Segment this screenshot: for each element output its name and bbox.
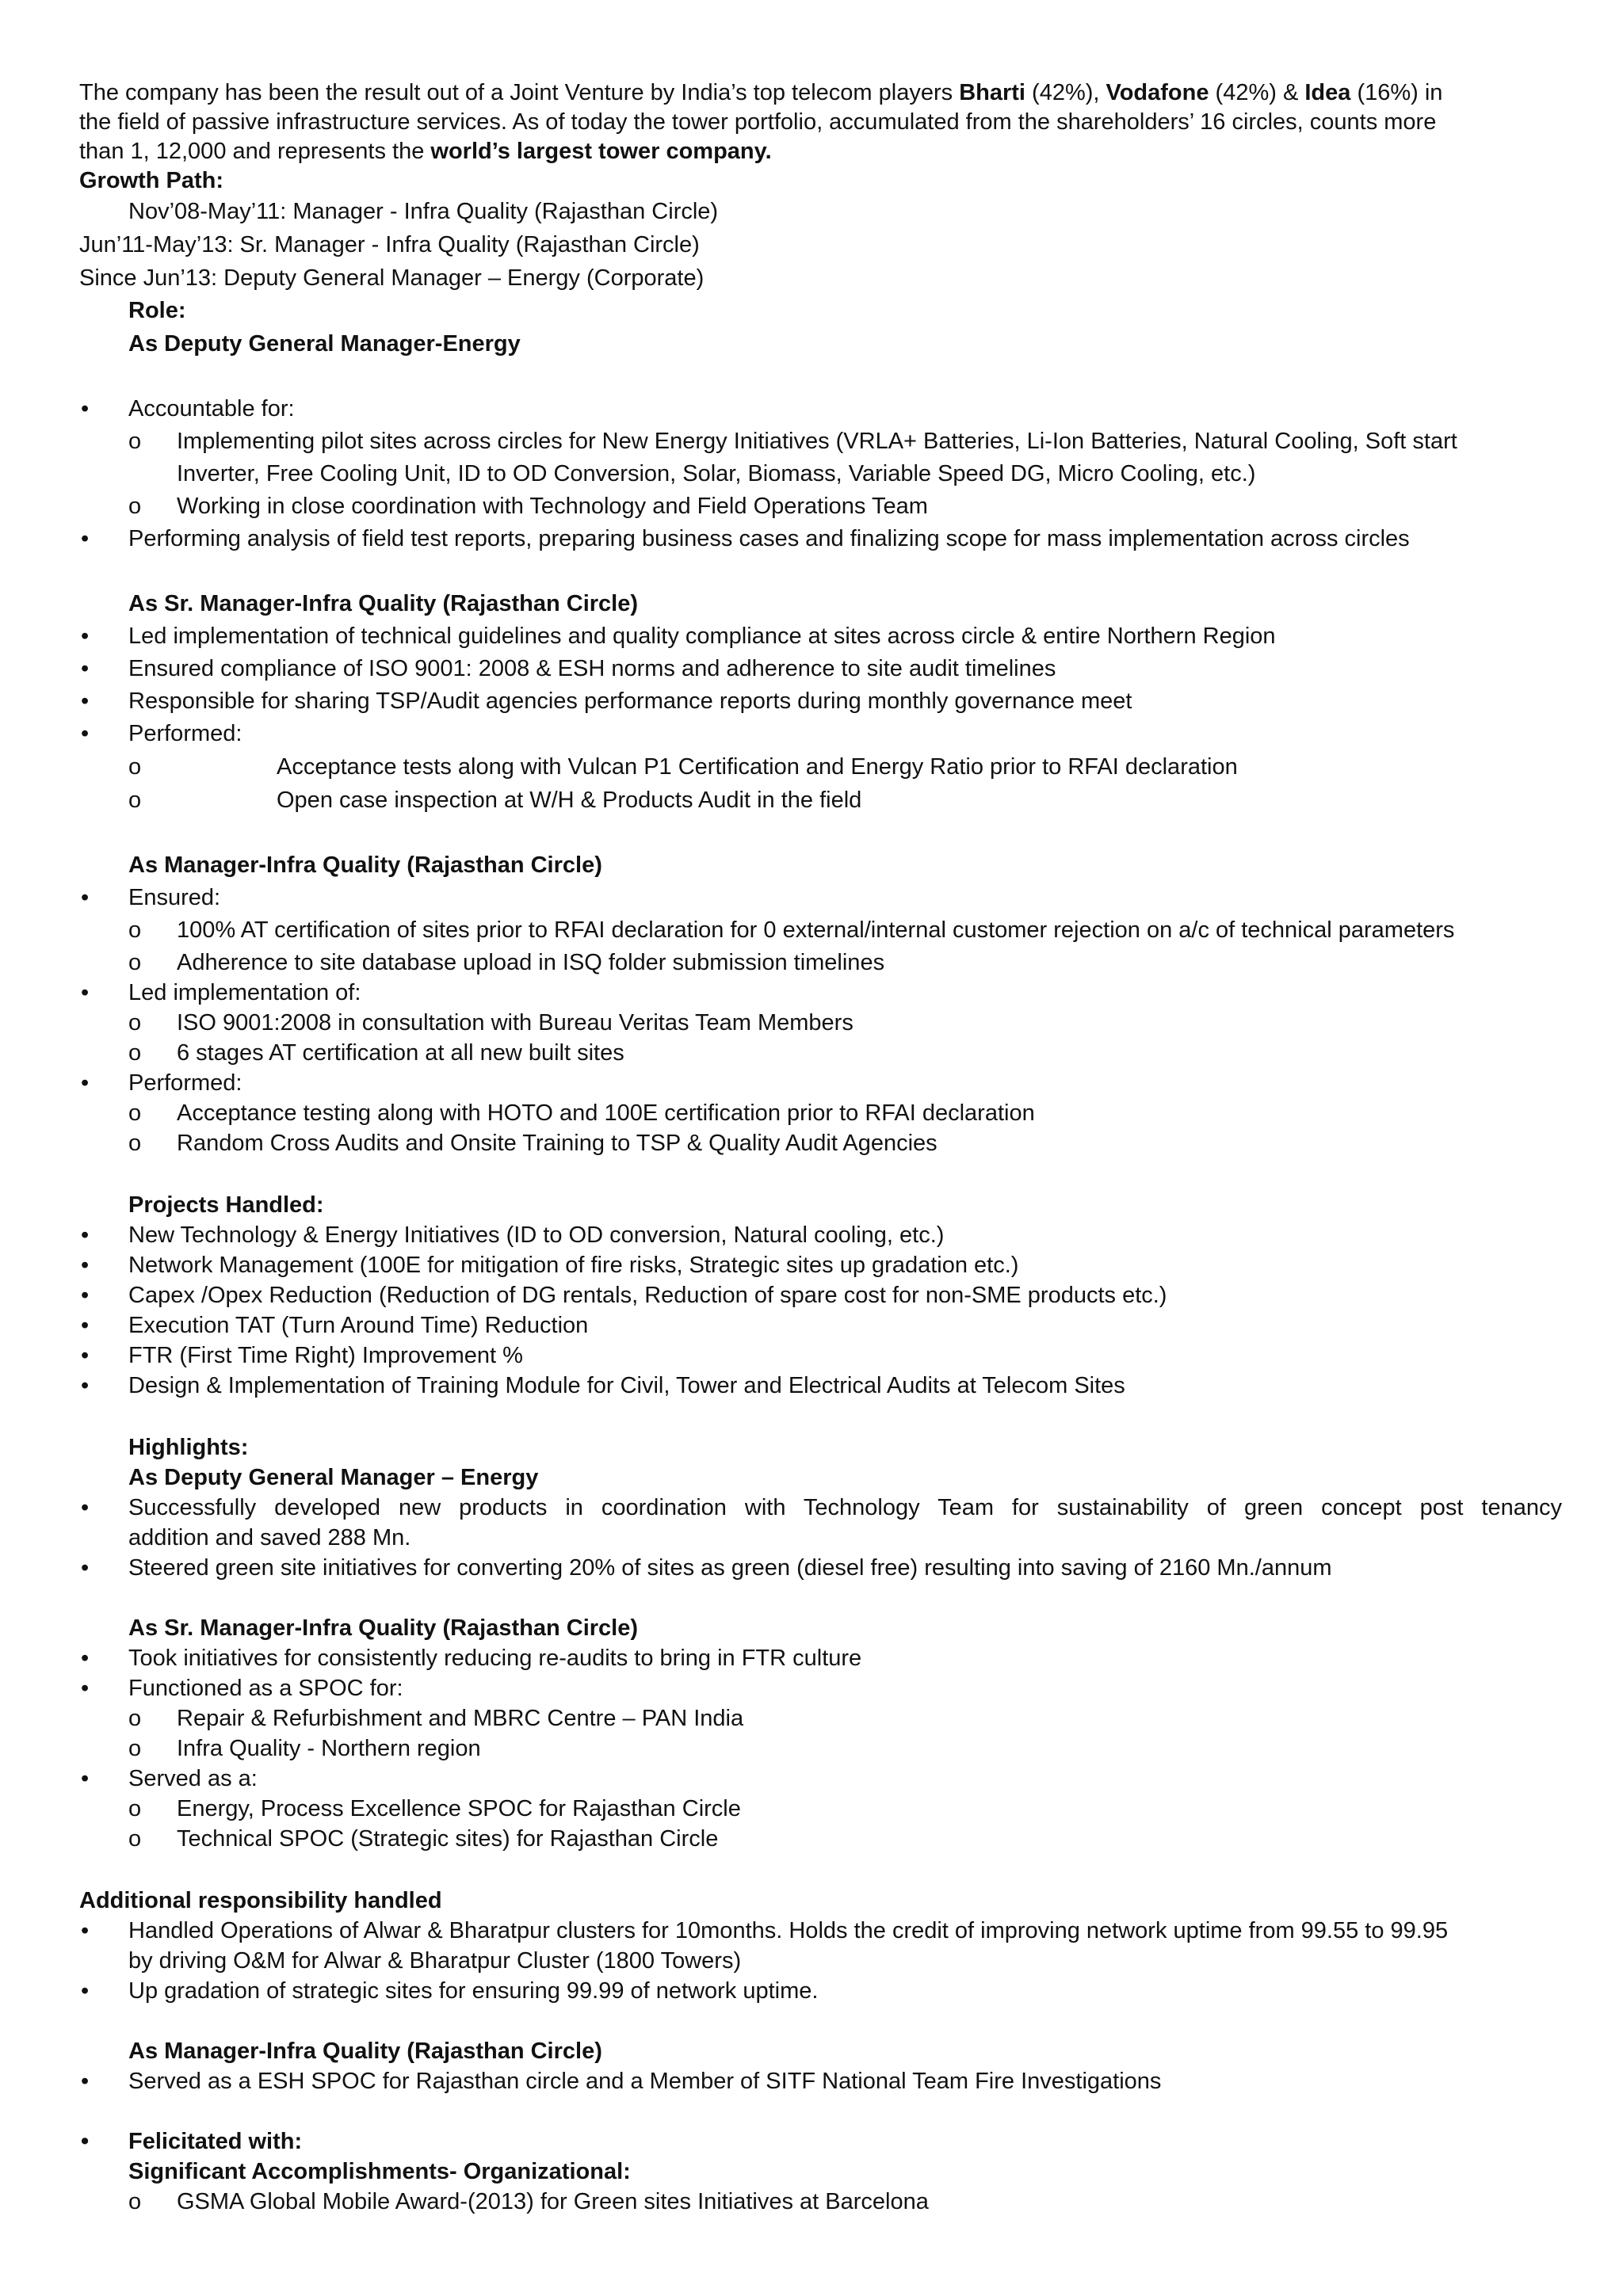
sub-list-item: o Infra Quality - Northern region [177,1733,481,1764]
list-item: • Handled Operations of Alwar & Bharatpur clusters for 10months. Holds the credit of improving network uptime from 99.55 to 99.95 [128,1916,1448,1946]
growth-path-heading: Growth Path: [79,168,224,193]
growth-item: Nov’08-May’11: Manager - Infra Quality (Rajasthan Circle) [128,199,719,224]
highlights-heading: Highlights: [128,1435,249,1460]
sub-list-item: o Random Cross Audits and Onsite Training to TSP & Quality Audit Agencies [177,1128,938,1158]
sub-list-item: o Acceptance tests along with Vulcan P1 Certification and Energy Ratio prior to RFAI declaration [277,752,1238,782]
list-item: • Capex /Opex Reduction (Reduction of DG rentals, Reduction of spare cost for non-SME products etc.) [128,1280,1167,1310]
sub-list-item: o GSMA Global Mobile Award-(2013) for Green sites Initiatives at Barcelona [177,2187,929,2217]
list-item: • Network Management (100E for mitigation of fire risks, Strategic sites up gradation etc.) [128,1250,1018,1280]
list-item-continued: addition and saved 288 Mn. [128,1525,411,1550]
sub-list-item: o Technical SPOC (Strategic sites) for Rajasthan Circle [177,1824,718,1854]
sub-list-item: o Adherence to site database upload in ISQ folder submission timelines [177,948,884,978]
list-item: • Led implementation of technical guidelines and quality compliance at sites across circle & entire Northern Region [128,621,1276,651]
additional-heading: Additional responsibility handled [79,1888,442,1913]
list-item-continued: by driving O&M for Alwar & Bharatpur Cluster (1800 Towers) [128,1948,742,1974]
felicitated-heading: • Felicitated with: [128,2126,302,2157]
sub-list-item: o 6 stages AT certification at all new built sites [177,1038,624,1068]
sub-list-item: o Repair & Refurbishment and MBRC Centre – PAN India [177,1703,743,1733]
srm-role-heading: As Sr. Manager-Infra Quality (Rajasthan Circle) [128,591,639,616]
list-item: • Ensured compliance of ISO 9001: 2008 & ESH norms and adherence to site audit timelines [128,654,1056,684]
sub-list-item: o Acceptance testing along with HOTO and 100E certification prior to RFAI declaration [177,1098,1035,1128]
list-item: • Accountable for: [128,394,295,424]
additional-mgr-heading: As Manager-Infra Quality (Rajasthan Circle) [128,2039,602,2064]
list-item: • Performed: [128,1068,242,1098]
list-item: • Led implementation of: [128,978,361,1008]
growth-item: Jun’11-May’13: Sr. Manager - Infra Quality (Rajasthan Circle) [79,232,700,257]
list-item: • Up gradation of strategic sites for ensuring 99.99 of network uptime. [128,1976,818,2006]
sub-list-item: o Implementing pilot sites across circles for New Energy Initiatives (VRLA+ Batteries, Li-Ion Batteries, Natural Cooling, Soft start [177,426,1457,456]
mgr-role-heading: As Manager-Infra Quality (Rajasthan Circle) [128,852,602,878]
list-item: • Responsible for sharing TSP/Audit agencies performance reports during monthly governance meet [128,686,1132,716]
list-item: • Functioned as a SPOC for: [128,1673,403,1703]
list-item: • Execution TAT (Turn Around Time) Reduction [128,1310,588,1341]
accomplishments-heading: Significant Accomplishments- Organizational: [128,2159,631,2184]
highlights-srm-heading: As Sr. Manager-Infra Quality (Rajasthan Circle) [128,1615,639,1641]
sub-list-item-continued: Inverter, Free Cooling Unit, ID to OD Conversion, Solar, Biomass, Variable Speed DG, Micro Cooling, etc.) [177,461,1256,486]
role-heading: Role: [128,298,186,323]
list-item: • Performing analysis of field test reports, preparing business cases and finalizing scope for mass implementation across circles [128,524,1410,554]
list-item: • Steered green site initiatives for converting 20% of sites as green (diesel free) resulting into saving of 2160 Mn./annum [128,1553,1332,1583]
sub-list-item: o ISO 9001:2008 in consultation with Bureau Veritas Team Members [177,1008,854,1038]
list-item: • Successfully developed new products in coordination with Technology Team for sustainability of green concept post tenancy [128,1493,1562,1523]
list-item: • FTR (First Time Right) Improvement % [128,1341,523,1371]
growth-item: Since Jun’13: Deputy General Manager – Energy (Corporate) [79,265,705,291]
dgm-role-heading: As Deputy General Manager-Energy [128,331,521,357]
intro-line-1: The company has been the result out of a Joint Venture by India’s top telecom players Bharti (42%), Vodafone (42%) & Idea (16%) in [79,80,1443,105]
sub-list-item: o Working in close coordination with Technology and Field Operations Team [177,491,928,521]
list-item: • New Technology & Energy Initiatives (ID to OD conversion, Natural cooling, etc.) [128,1220,944,1250]
list-item: • Served as a: [128,1764,258,1794]
intro-line-3: than 1, 12,000 and represents the world’s largest tower company. [79,139,772,164]
intro-line-2: the field of passive infrastructure services. As of today the tower portfolio, accumulated from the shareholders’ 16 circles, counts more [79,109,1437,135]
list-item: • Served as a ESH SPOC for Rajasthan circle and a Member of SITF National Team Fire Investigations [128,2066,1161,2096]
list-item: • Performed: [128,719,242,749]
list-item: • Took initiatives for consistently reducing re-audits to bring in FTR culture [128,1643,861,1673]
sub-list-item: o Open case inspection at W/H & Products Audit in the field [277,785,861,815]
list-item: • Ensured: [128,883,220,913]
projects-heading: Projects Handled: [128,1192,324,1218]
list-item: • Design & Implementation of Training Module for Civil, Tower and Electrical Audits at Telecom Sites [128,1371,1125,1401]
sub-list-item: o Energy, Process Excellence SPOC for Rajasthan Circle [177,1794,741,1824]
sub-list-item: o 100% AT certification of sites prior to RFAI declaration for 0 external/internal customer rejection on a/c of technical parameters [177,915,1454,945]
highlights-dgm-heading: As Deputy General Manager – Energy [128,1465,539,1490]
